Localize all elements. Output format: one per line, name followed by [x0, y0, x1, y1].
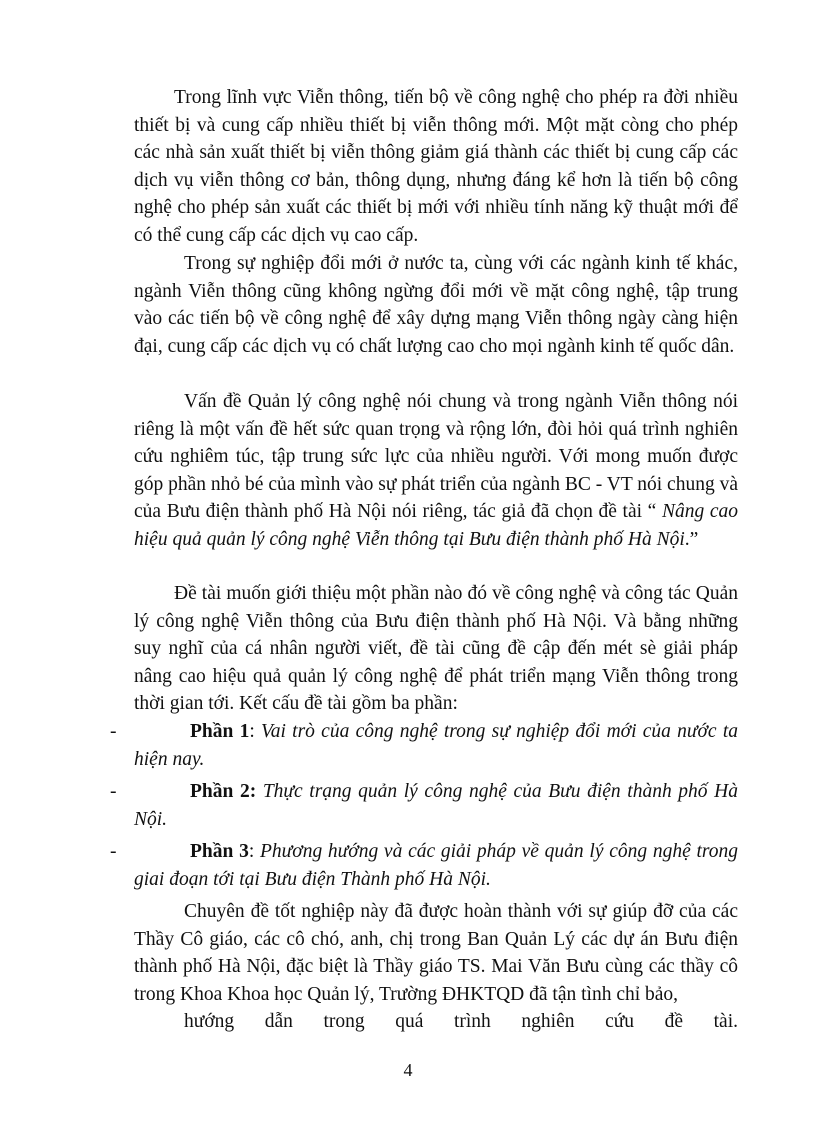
paragraph-acknowledgement [134, 898, 738, 1036]
list-dash: - [110, 721, 117, 742]
acknowledgement-text: Chuyên đề tốt nghiệp này đã được hoàn thành với sự giúp đỡ của các Thầy Cô giáo, các cô chó, anh, chị trong Ban Quản Lý các dự án Bưu điện thành phố Hà Nội, đặc biệt là Thầy giáo TS. Mai Văn Bưu cùng các thầy cô trong Khoa Khoa học Quản lý, Trường ĐHKTQD đã tận tình chỉ bảo, [134, 901, 738, 1005]
page-number: 4 [403, 1060, 413, 1080]
part-label: Phần 1 [190, 721, 250, 742]
paragraph-structure: Đề tài muốn giới thiệu một phần nào đó về công nghệ và công tác Quản lý công nghệ Viễn thông của Bưu điện thành phố Hà Nội. Và bằng những suy nghĩ của cá nhân người viết, đề tài cũng đề cập đến mét sè giải pháp nâng cao hiệu quả quản lý công nghệ để phát triển mạng Viễn thông trong thời gian tới. Kết cấu đề tài gồm ba phần: [134, 583, 738, 714]
part-description: Thực trạng quản lý công nghệ của Bưu điện thành phố Hà Nội. [134, 781, 738, 830]
part-separator [256, 781, 263, 802]
part-label: Phần 3 [190, 841, 249, 862]
topic-choice-text: Vấn đề Quản lý công nghệ nói chung và trong ngành Viễn thông nói riêng là một vấn đề hết sức quan trọng và rộng lớn, đòi hỏi quá trình nghiên cứu nghiêm túc, tập trung sức lực của nhiều người. Với mong muốn được góp phần nhỏ bé của mình vào sự phát triển của ngành BC - VT nói chung và của Bưu điện thành phố Hà Nội nói riêng, tác giả đã chọn đề tài “ [134, 391, 738, 522]
topic-choice-end: .” [684, 528, 699, 550]
paragraph-renovation: Trong sự nghiệp đổi mới ở nước ta, cùng với các ngành kinh tế khác, ngành Viễn thông cũng không ngừng đổi mới về mặt công nghệ, tập trung vào các tiến bộ về công nghệ để xây dựng mạng Viễn thông ngày càng hiện đại, cung cấp các dịch vụ có chất lượng cao cho mọi ngành kinh tế quốc dân. [134, 253, 738, 357]
paragraph-intro: Trong lĩnh vực Viễn thông, tiến bộ về công nghệ cho phép ra đời nhiều thiết bị và cung cấp nhiều thiết bị viễn thông mới. Một mặt còng cho phép các nhà sản xuất thiết bị viễn thông giảm giá thành các thiết bị cung cấp các dịch vụ viễn thông cơ bản, thông dụng, nhưng đáng kể hơn là tiến bộ công nghệ cho phép sản xuất các thiết bị mới với nhiều tính năng kỹ thuật mới để có thể cung cấp các dịch vụ cao cấp. [134, 87, 738, 246]
part-description: Vai trò của công nghệ trong sự nghiệp đổi mới của nước ta hiện nay. [134, 721, 738, 770]
list-item-part-1 [110, 718, 738, 773]
part-separator: : [248, 841, 260, 862]
list-dash: - [110, 781, 117, 802]
acknowledgement-last-line: hướng dẫn trong quá trình nghiên cứu đề tài. [184, 1011, 738, 1032]
part-separator: : [249, 721, 262, 742]
list-item-part-2 [110, 778, 738, 833]
part-label: Phần 2: [190, 781, 257, 802]
thesis-title: Nâng cao hiệu quả quản lý công nghệ Viễn thông tại Bưu điện thành phố Hà Nội [134, 501, 738, 550]
list-dash: - [110, 841, 117, 862]
list-item-part-3 [110, 838, 738, 893]
part-description: Phương hướng và các giải pháp về quản lý công nghệ trong giai đoạn tới tại Bưu điện Thành phố Hà Nội. [134, 841, 738, 890]
paragraph-topic-choice [134, 388, 738, 553]
